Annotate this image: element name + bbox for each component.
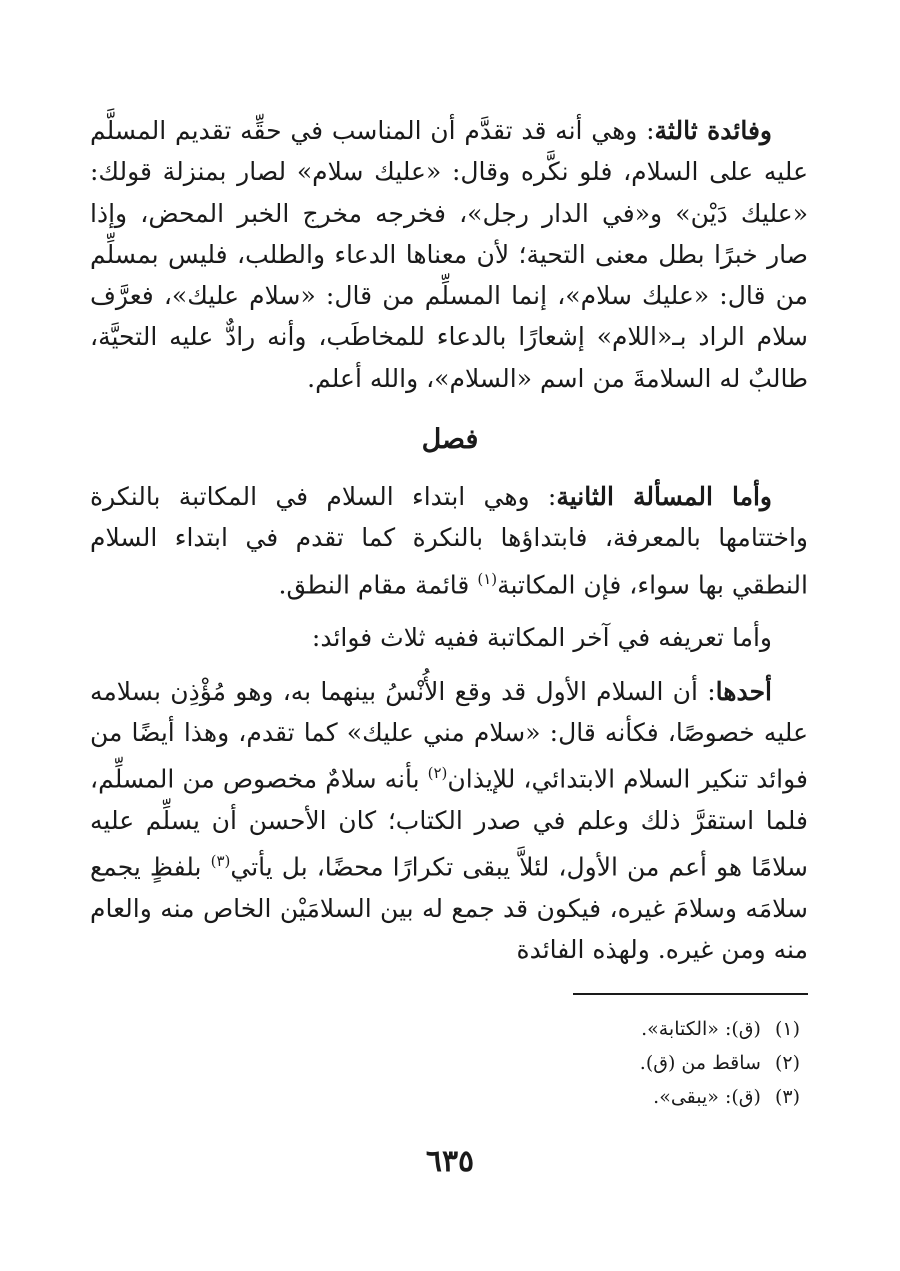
paragraph-lead: أحدها bbox=[715, 676, 772, 706]
paragraph-text: : وهي أنه قد تقدَّم أن المناسب في حقِّه تقديم المسلَّم عليه على السلام، فلو نكَّره وقال: «عليك سلام» لصار بمنزلة قولك: «عليك دَيْن» و«في الدار رجل»، فخرجه مخرج الخبر المحض، وإذا صار خبرًا بطل معنى التحية؛ لأن معناها الدعاء والطلب، فليس بمسلِّم من قال: «عليك سلام»، إنما المسلِّم من قال: «سلام عليك»، فعرَّف سلام الراد بـ«اللام» إشعارًا بالدعاء للمخاطَب، وأنه رادٌّ عليه التحيَّة، طالبٌ له السلامةَ من اسم «السلام»، والله أعلم. bbox=[90, 116, 808, 393]
paragraph-text: بأنه سلامٌ مخصوص من المسلِّم، فلما استقرَّ ذلك وعلم في صدر الكتاب؛ كان الأحسن أن يسلِّم عليه سلامًا هو أعم من الأول، لئلاَّ يبقى تكرارًا محضًا، بل يأتي bbox=[90, 764, 809, 882]
footnote-text: ساقط من (ق). bbox=[639, 1052, 761, 1074]
footnote-divider bbox=[573, 993, 808, 995]
footnote-text: (ق): «الكتابة». bbox=[641, 1018, 761, 1040]
paragraph-text: قائمة مقام النطق. bbox=[278, 569, 478, 599]
paragraph-text: وأما تعريفه في آخر المكاتبة ففيه ثلاث فوائد: bbox=[311, 623, 772, 653]
footnote-text: (ق): «يبقى». bbox=[653, 1086, 761, 1108]
footnote-item bbox=[300, 1080, 800, 1114]
footnote-number: (١) bbox=[774, 1018, 800, 1040]
footnotes bbox=[300, 1012, 800, 1114]
paragraph-text: : أن السلام الأول قد وقع الأُنْسُ بينهما به، وهو مُؤْذِن بسلامه عليه خصوصًا، فكأنه قال: «سلام مني عليك» كما تقدم، وهذا أيضًا من فوائد تنكير السلام الابتدائي، للإيذان bbox=[90, 676, 808, 794]
section-title: فصل bbox=[421, 424, 479, 455]
footnote-ref[interactable]: (١) bbox=[477, 569, 498, 588]
paragraph-second-issue bbox=[90, 476, 808, 605]
paragraph-text: بلفظٍ يجمع سلامَه وسلامَ غيره، فيكون قد جمع له بين السلامَيْن الخاص منه والعام منه ومن غيره. ولهذه الفائدة bbox=[90, 852, 808, 964]
paragraph-lead: وأما المسألة الثانية bbox=[556, 482, 772, 511]
paragraph bbox=[90, 110, 808, 399]
footnote-number: (٢) bbox=[774, 1052, 800, 1074]
footnote-number: (٣) bbox=[774, 1086, 800, 1108]
paragraph-first-benefit bbox=[90, 671, 808, 971]
footnote-ref[interactable]: (٢) bbox=[427, 764, 448, 783]
footnote-ref[interactable]: (٣) bbox=[210, 852, 231, 871]
paragraph-text: : وهي ابتداء السلام في المكاتبة بالنكرة واختتامها بالمعرفة، فابتداؤها بالنكرة كما تقدم في ابتداء السلام النطقي بها سواء، فإن المكاتبة bbox=[90, 482, 808, 599]
footnote-item bbox=[300, 1046, 800, 1080]
paragraph-lead: وفائدة ثالثة bbox=[654, 116, 772, 145]
footnote-item bbox=[300, 1012, 800, 1046]
paragraph-third-benefit bbox=[90, 110, 808, 399]
main-text-continued bbox=[90, 476, 808, 970]
page-number: ٦٣٥ bbox=[425, 1144, 475, 1179]
paragraph-three-benefits bbox=[90, 617, 808, 658]
